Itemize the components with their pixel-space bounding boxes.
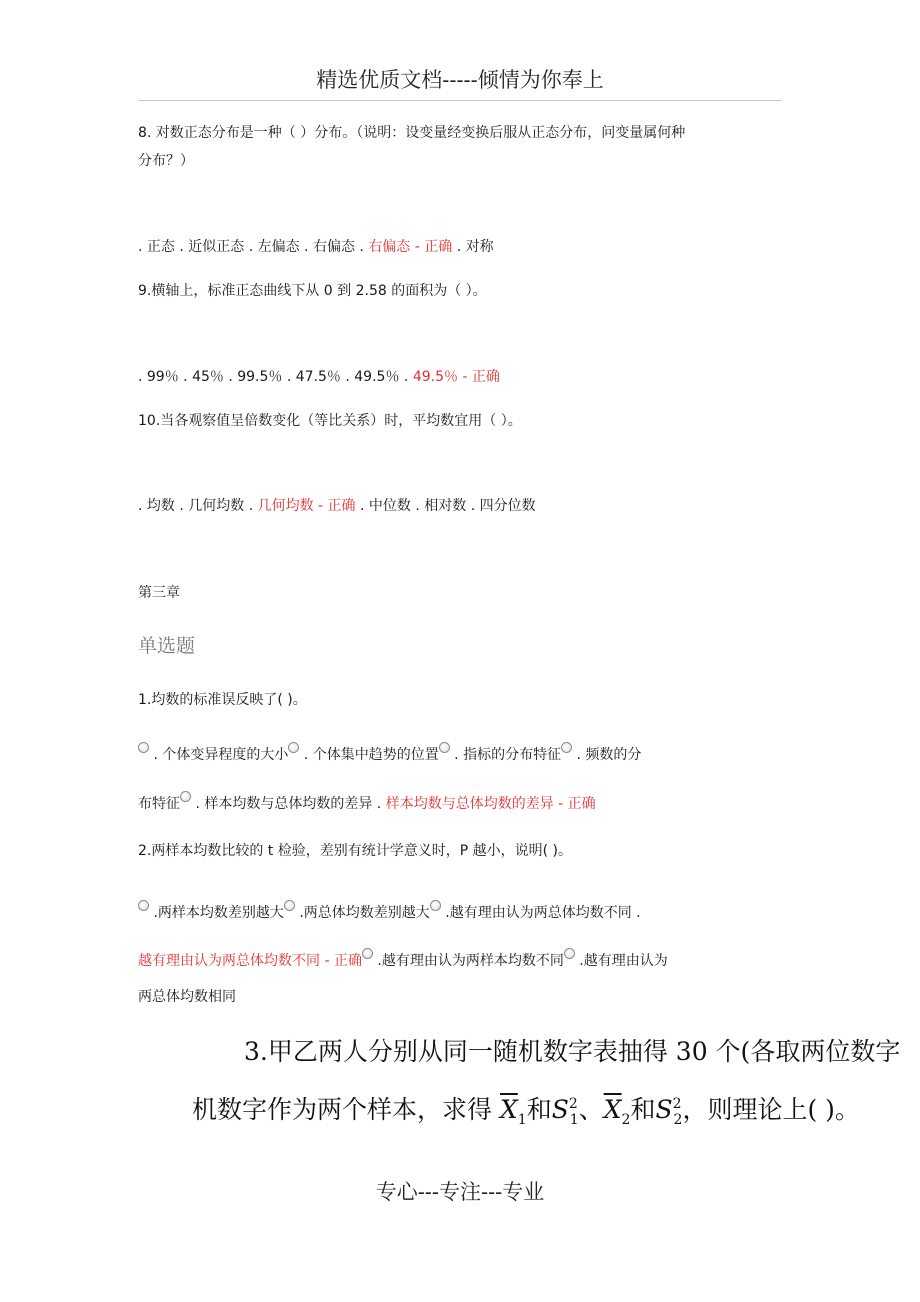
q9-correct-answer: 49.5％ - 正确 [412,369,500,385]
c3q2-options-line1 [138,902,641,922]
q8-options [138,236,494,256]
c3q1-option-3: . 指标的分布特征 [449,747,562,763]
c3q3-var1: $S^2_1$ [551,1095,579,1128]
c3q2-radio-2[interactable] [284,900,295,911]
c3q3-line2-b: 和 [526,1095,552,1124]
c3q1-correct-answer: 样本均数与总体均数的差异 - 正确 [385,796,596,812]
c3q1-radio-5[interactable] [180,791,191,802]
c3q1-radio-1[interactable] [138,742,149,753]
c3q3-line1: 3.甲乙两人分别从同一随机数字表抽得 30 个(各取两位数字 [244,1037,901,1066]
chapter-title: 第三章 [138,585,180,601]
c3q2-options-line2 [138,950,668,970]
q8-correct-answer: 右偏态 - 正确 [368,239,453,255]
c3q1-options-line1 [138,744,641,764]
c3q2-text: 2.两样本均数比较的 t 检验，差别有统计学意义时，P 越小，说明( )。 [138,843,573,859]
c3q2-radio-5[interactable] [564,948,575,959]
q10-correct-answer: 几何均数 - 正确 [257,498,356,514]
c3q2-radio-3[interactable] [430,900,441,911]
c3q3-line2 [192,1090,860,1128]
c3q3-mean1: $\overline{X}_1$ [499,1095,527,1128]
q10-options-suffix: . 中位数 . 相对数 . 四分位数 [355,498,536,514]
q8-text-line2: 分布？） [138,153,194,169]
c3q1-option-4a: . 频数的分 [572,747,642,763]
c3q3-line2-d: 和 [630,1095,656,1124]
page-header-title: 精选优质文档-----倾情为你奉上 [316,68,604,92]
q9-options [138,366,500,386]
c3q3-line2-c: 、 [578,1095,604,1124]
q8-options-suffix: . 对称 [452,239,494,255]
q9-options-prefix: . 99％ . 45％ . 99.5％ . 47.5％ . 49.5％ . [138,369,413,385]
c3q1-text: 1.均数的标准误反映了( )。 [138,692,307,708]
c3q2-option-3: .越有理由认为两总体均数不同 . [440,905,641,921]
c3q1-option-2: . 个体集中趋势的位置 [299,747,439,763]
c3q1-options-line2 [138,793,596,813]
q8-options-prefix: . 正态 . 近似正态 . 左偏态 . 右偏态 . [138,239,369,255]
page-footer: 专心---专注---专业 [375,1180,545,1204]
c3q1-radio-2[interactable] [288,742,299,753]
q10-options [138,495,536,515]
c3q1-option-1: . 个体变异程度的大小 [149,747,289,763]
q10-options-prefix: . 均数 . 几何均数 . [138,498,258,514]
c3q3-line2-e: ，则理论上( )。 [682,1095,860,1124]
c3q2-correct-answer: 越有理由认为两总体均数不同 - 正确 [138,953,362,969]
c3q2-option-1: .两样本均数差别越大 [149,905,284,921]
q9-text: 9.横轴上，标准正态曲线下从 0 到 2.58 的面积为（ ）。 [138,283,487,299]
c3q3-mean2: $\overline{X}_2$ [603,1095,631,1128]
section-title: 单选题 [138,635,196,657]
c3q1-option-5: . 样本均数与总体均数的差异 . [191,796,386,812]
c3q2-option-2: .两总体均数差别越大 [294,905,430,921]
c3q2-option-5b: 两总体均数相同 [138,989,236,1005]
c3q2-radio-4[interactable] [362,948,373,959]
c3q2-option-4: .越有理由认为两样本均数不同 [372,953,564,969]
c3q2-radio-1[interactable] [138,900,149,911]
c3q3-var2: $S^2_2$ [655,1095,683,1128]
header-divider [138,100,782,101]
c3q1-option-4b: 布特征 [138,796,180,812]
c3q1-radio-4[interactable] [561,742,572,753]
c3q2-options-line3 [138,986,236,1006]
q8-text-line1: 8. 对数正态分布是一种（ ）分布。（说明：设变量经变换后服从正态分布，问变量属何种 [138,125,686,141]
c3q1-radio-3[interactable] [439,742,450,753]
c3q3-line2-a: 机数字作为两个样本，求得 [192,1095,500,1124]
q10-text: 10.当各观察值呈倍数变化（等比关系）时，平均数宜用（ ）。 [138,413,522,429]
c3q2-option-5a: .越有理由认为 [574,953,668,969]
